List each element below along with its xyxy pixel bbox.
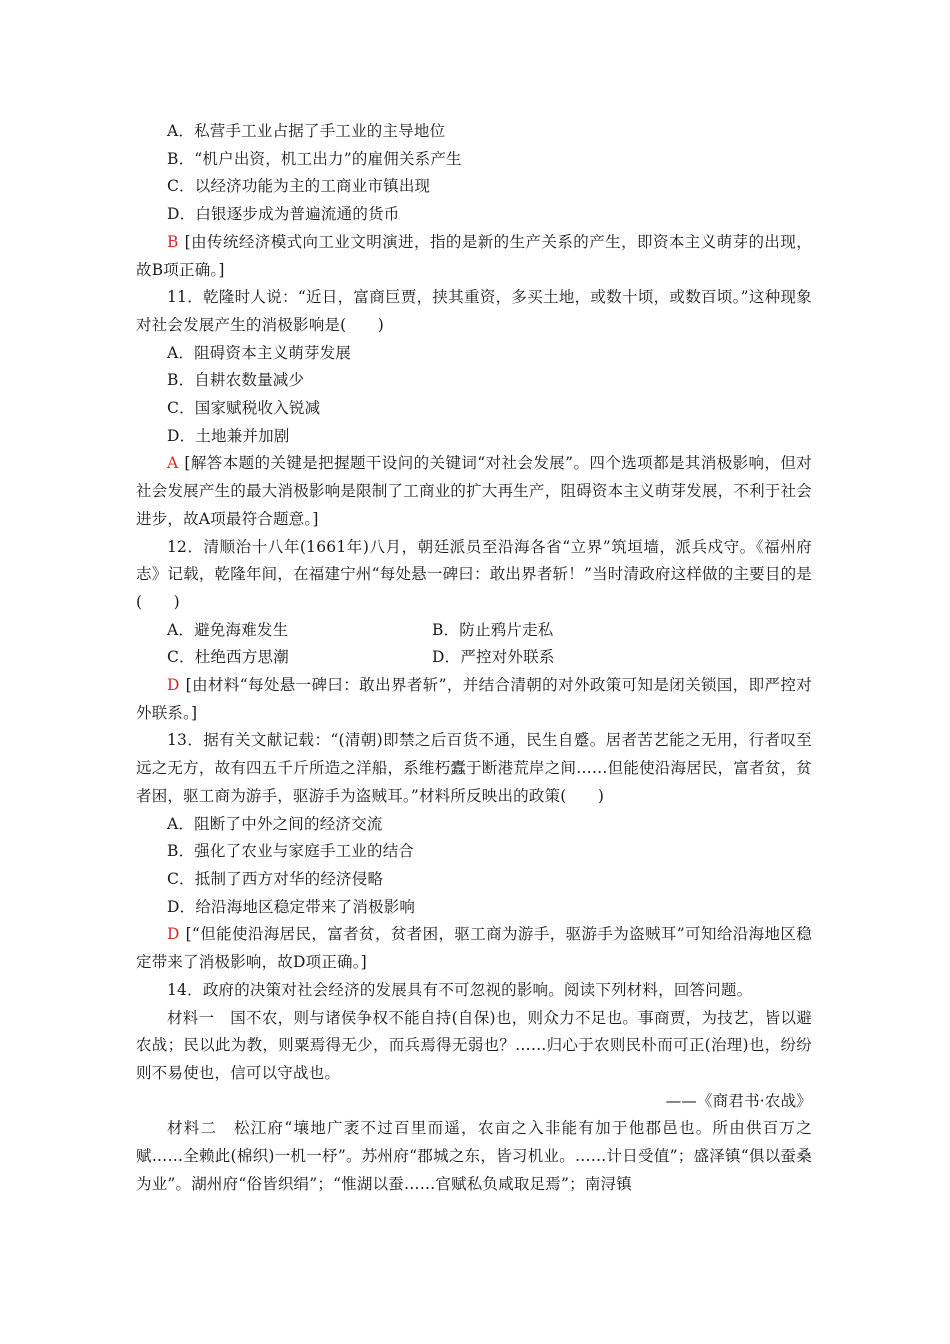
- q13-answer-block: [136, 921, 812, 976]
- q11-answer: A: [167, 454, 179, 473]
- q13-option-d: D．给沿海地区稳定带来了消极影响: [167, 897, 416, 916]
- q13-option-b: B．强化了农业与家庭手工业的结合: [167, 842, 415, 861]
- q10-option-c: C．以经济功能为主的工商业市镇出现: [167, 177, 431, 196]
- q10-explanation: [由传统经济模式向工业文明演进，指的是新的生产关系的产生，即资本主义萌芽的出现，故B项正确。]: [136, 232, 812, 279]
- q12-explanation: [由材料“每处悬一碑曰：敢出界者斩”，并结合清朝的对外政策可知是闭关锁国，即严控对外联系。]: [136, 676, 812, 722]
- q12-stem: 12．清顺治十八年(1661年)八月，朝廷派员至沿海各省“立界”筑垣墙，派兵戍守。《福州府志》记载，乾隆年间，在福建宁州“每处悬一碑曰：敢出界者斩！”当时清政府这样做的主要目的是( ): [136, 537, 812, 611]
- document-content: [136, 118, 812, 1198]
- q11-option-a: A．阻碍资本主义萌芽发展: [167, 343, 352, 362]
- q12-answer-block: [136, 672, 812, 727]
- q10-option-a: A．私营手工业占据了手工业的主导地位: [167, 122, 446, 140]
- q13-answer: D: [167, 925, 180, 944]
- q12-option-c: C．杜绝西方思潮: [167, 648, 289, 667]
- q11-option-c: C．国家赋税收入锐减: [167, 399, 321, 418]
- q12-options-row-2: [136, 644, 812, 672]
- q14-source-1: ——《商君书·农战》: [665, 1091, 812, 1110]
- q14-stem: 14．政府的决策对社会经济的发展具有不可忽视的影响。阅读下列材料，回答问题。: [167, 980, 753, 999]
- q11-stem: 11．乾隆时人说：“近日，富商巨贾，挟其重资，多买土地，或数十顷，或数百顷。”这种现象对社会发展产生的消极影响是( ): [136, 288, 812, 334]
- q14-material-1: 材料一 国不农，则与诸侯争权不能自持(自保)也，则众力不足也。事商贾，为技艺，皆以避农战；民以此为教，则粟焉得无少，而兵焉得无弱也？……归心于农则民朴而可正(治理)也，纷纷则不易使也，信可以守战也。: [136, 1008, 812, 1082]
- q14-material-2: 材料二 松江府“壤地广袤不过百里而遥，农亩之入非能有加于他郡邑也。所由供百万之赋……全赖此(棉织)一机一杼”。苏州府“郡城之东，皆习机业。……计日受值”；盛泽镇“俱以蚕桑为业”。湖州府“俗皆织绢”；“惟湖以蚕……官赋私负咸取足焉”；南浔镇: [136, 1119, 812, 1193]
- q13-option-a: A．阻断了中外之间的经济交流: [167, 814, 383, 833]
- q11-explanation: [解答本题的关键是把握题干设问的关键词“对社会发展”。四个选项都是其消极影响，但对社会发展产生的最大消极影响是限制了工商业的扩大再生产，阻碍资本主义萌芽发展，不利于社会进步，故A项最符合题意。]: [136, 454, 812, 528]
- q12-options-row-1: [136, 617, 812, 645]
- q12-option-a: A．避免海难发生: [167, 620, 289, 639]
- q10-answer-block: [136, 229, 812, 284]
- q13-option-c: C．抵制了西方对华的经济侵略: [167, 869, 384, 888]
- q11-option-b: B．自耕农数量减少: [167, 371, 305, 390]
- q10-option-b: B．“机户出资，机工出力”的雇佣关系产生: [167, 149, 462, 168]
- q12-option-b: B．防止鸦片走私: [432, 620, 554, 639]
- q10-option-d: D．白银逐步成为普遍流通的货币: [167, 205, 400, 224]
- q10-answer: B: [167, 232, 179, 251]
- q13-explanation: [“但能使沿海居民，富者贫，贫者困，驱工商为游手，驱游手为盗贼耳”可知给沿海地区稳定带来了消极影响，故D项正确。]: [136, 925, 812, 972]
- q11-option-d: D．土地兼并加剧: [167, 426, 290, 445]
- q11-answer-block: [136, 450, 812, 533]
- q12-answer: D: [167, 676, 180, 695]
- q12-option-d: D．严控对外联系: [432, 648, 555, 667]
- q13-stem: 13．据有关文献记载：“(清朝)即禁之后百货不通，民生自蹙。居者苦艺能之无用，行者叹至远之无方，故有四五千斤所造之洋船，系维朽蠹于断港荒岸之间……但能使沿海居民，富者贫，贫者困，驱工商为游手，驱游手为盗贼耳。”材料所反映出的政策( ): [136, 731, 812, 805]
